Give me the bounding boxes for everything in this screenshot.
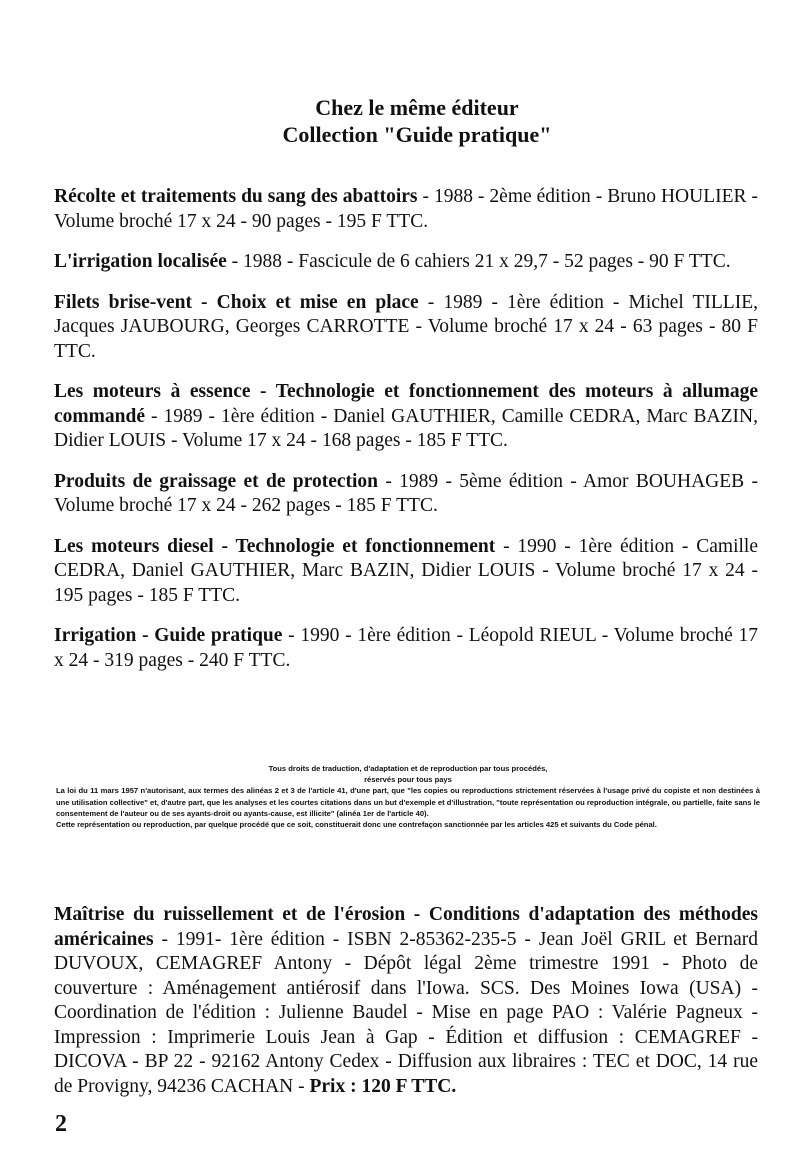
book-details: - 1989 - 5ème édition - Amor BOUHAGEB - Volume broché 17 x 24 - 262 pages - 185 F TTC. xyxy=(54,470,758,516)
book-entry xyxy=(54,250,758,275)
book-title: Irrigation - Guide pratique xyxy=(54,625,283,646)
rights-line: réservés pour tous pays xyxy=(364,775,452,785)
book-details: - 1989 - 1ère édition - Michel TILLIE, Jacques JAUBOURG, Georges CARROTTE - Volume broché 17 x 24 - 63 pages - 80 F TTC. xyxy=(54,291,758,362)
book-title: Produits de graissage et de protection xyxy=(54,470,379,492)
rights-line: Tous droits de traduction, d'adaptation et de reproduction par tous procédés, xyxy=(268,764,548,773)
legal-text: La loi du 11 mars 1957 n'autorisant, aux termes des alinéas 2 et 3 de l'article 41, d'une part, que "les copies ou reproductions strictement réservées à l'usage privé du copiste et non destinées à une utilisation collective" et, d'autre part, que les analyses et les courtes citations dans un but d'exemple et d'illustration, "toute représentation ou reproduction intégrale, ou partielle, faite sans le consentement de l'auteur ou de ses ayants-droit ou ayants-cause, est illicite" (alinéa 1er de l'article 40). xyxy=(56,786,760,818)
collection-title: Collection "Guide pratique" xyxy=(282,122,552,147)
book-title: L'irrigation localisée xyxy=(54,251,227,272)
book-details: - 1989 - 1ère édition - Daniel GAUTHIER, Camille CEDRA, Marc BAZIN, Didier LOUIS - Volume 17 x 24 - 168 pages - 185 F TTC. xyxy=(54,405,758,451)
copyright-notice xyxy=(56,763,760,830)
section-heading: Chez le même éditeur xyxy=(315,95,519,120)
book-entry xyxy=(54,185,758,234)
book-entry xyxy=(54,291,758,365)
book-details: - 1990 - 1ère édition - Camille CEDRA, Daniel GAUTHIER, Marc BAZIN, Didier LOUIS - Volume broché 17 x 24 - 195 pages - 185 F TTC. xyxy=(54,535,758,606)
book-entry xyxy=(54,535,758,609)
book-details: - 1990 - 1ère édition - Léopold RIEUL - Volume broché 17 x 24 - 319 pages - 240 F TTC. xyxy=(54,625,758,671)
colophon-title: Maîtrise du ruissellement et de l'érosion - Conditions d'adaptation des méthodes américaines xyxy=(54,904,758,950)
book-entry xyxy=(54,380,758,454)
page-number: 2 xyxy=(55,1111,67,1137)
colophon xyxy=(54,903,758,1099)
book-title: Les moteurs à essence - Technologie et fonctionnement des moteurs à allumage commandé xyxy=(54,381,758,427)
book-details: - 1988 - 2ème édition - Bruno HOULIER - Volume broché 17 x 24 - 90 pages - 195 F TTC. xyxy=(54,186,759,232)
colophon-details: - 1991- 1ère édition - ISBN 2-85362-235-5 - Jean Joël GRIL et Bernard DUVOUX, CEMAGREF Antony - Dépôt légal 2ème trimestre 1991 - Photo de couverture : Aménagement antiérosif dans l'Iowa. SCS. Des Moines Iowa (USA) - Coordination de l'édition : Julienne Baudel - Mise en page PAO : Valérie Pagneux - Impression : Imprimerie Louis Jean à Gap - Édition et diffusion : CEMAGREF - DICOVA - BP 22 - 92162 Antony Cedex - Diffusion aux libraires : TEC et DOC, 14 rue de Provigny, 94236 CACHAN - xyxy=(54,928,758,1097)
book-list xyxy=(54,185,758,689)
book-entry xyxy=(54,624,758,673)
book-title: Récolte et traitements du sang des abattoirs xyxy=(54,186,418,207)
legal-text: Cette représentation ou reproduction, par quelque procédé que ce soit, constituerait donc une contrefaçon sanctionnée par les articles 425 et suivants du Code pénal. xyxy=(56,820,657,830)
book-title: Les moteurs diesel - Technologie et fonctionnement xyxy=(54,535,496,557)
book-details: - 1988 - Fascicule de 6 cahiers 21 x 29,7 - 52 pages - 90 F TTC. xyxy=(226,251,731,272)
book-title: Filets brise-vent - Choix et mise en place xyxy=(54,291,419,313)
book-entry xyxy=(54,470,758,519)
colophon-price: Prix : 120 F TTC. xyxy=(309,1075,457,1097)
